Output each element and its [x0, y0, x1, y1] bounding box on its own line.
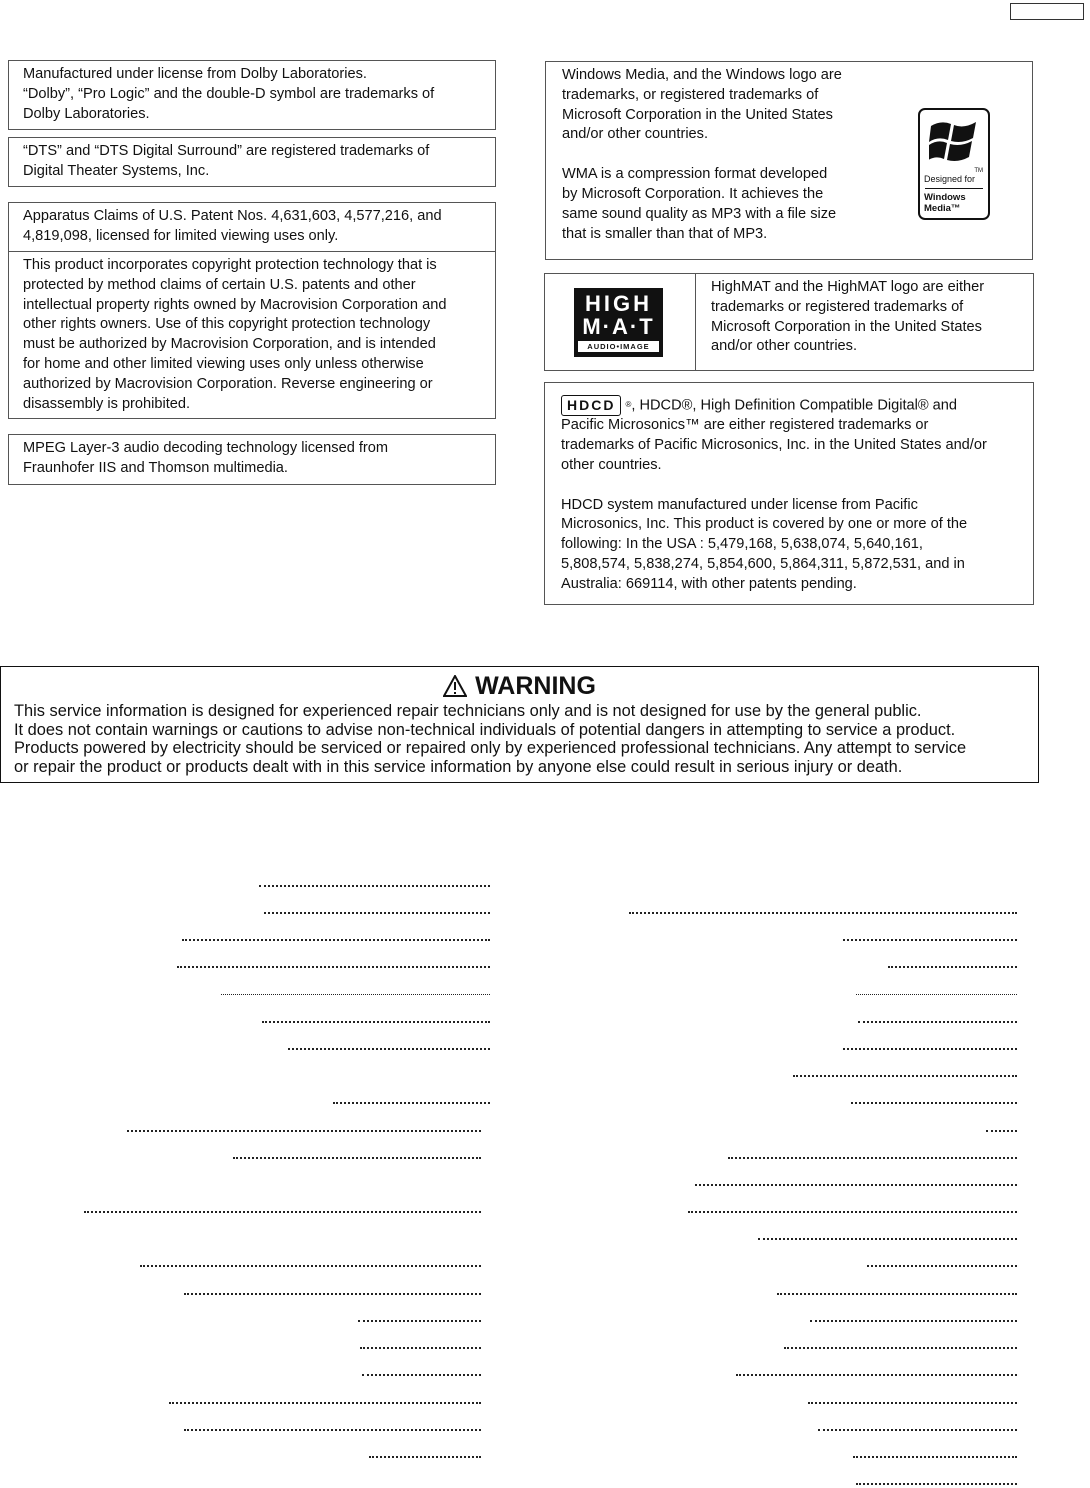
macrovision-body [9, 252, 495, 418]
windows-media-notice [545, 61, 1033, 260]
highmat-notice [544, 273, 1034, 371]
toc-leader [184, 1293, 481, 1295]
toc-leader [853, 1456, 1017, 1458]
highmat-line: trademarks or registered trademarks of [711, 298, 964, 315]
macrovision-line: other rights owners. Use of this copyright protection technology [23, 316, 431, 333]
mpeg-line-2: Fraunhofer IIS and Thomson multimedia. [23, 459, 288, 476]
highmat-line: HighMAT and the HighMAT logo are either [711, 279, 985, 295]
logo-designed-for: Designed for [924, 174, 976, 184]
toc-leader [369, 1456, 481, 1458]
toc-leader [728, 1157, 1017, 1159]
hdcd-text [561, 395, 1021, 595]
toc-leader [177, 966, 490, 968]
warning-line: or repair the product or products dealt with in this service information by anyone else could result in serious injury or death. [14, 757, 903, 776]
highmat-logo-cell [545, 274, 696, 370]
highmat-logo-line-3: AUDIO•IMAGE [578, 341, 659, 352]
toc-leader [169, 1402, 481, 1404]
dts-line-2: Digital Theater Systems, Inc. [23, 162, 210, 179]
highmat-logo-line-2: M·A·T [582, 314, 655, 339]
toc-leader [84, 1211, 481, 1213]
hdcd-license-line: 5,808,574, 5,838,274, 5,854,600, 5,864,311, 5,872,531, and in [561, 555, 965, 572]
windows-media-text [562, 66, 892, 244]
hdcd-line: other countries. [561, 456, 662, 473]
toc-leader [777, 1293, 1017, 1295]
mpeg-line-1: MPEG Layer-3 audio decoding technology licensed from [23, 440, 389, 456]
dts-line-1: “DTS” and “DTS Digital Surround” are registered trademarks of [23, 143, 430, 159]
logo-tm: TM [974, 168, 983, 174]
macrovision-patents [9, 203, 495, 252]
hdcd-line: trademarks of Pacific Microsonics, Inc. in the United States and/or [561, 436, 987, 453]
wma-line: WMA is a compression format developed [562, 166, 828, 183]
warning-title-text: WARNING [475, 672, 596, 700]
macrovision-line: protected by method claims of certain U.S. patents and other [23, 276, 416, 293]
toc-leader [793, 1075, 1017, 1077]
hdcd-logo-reg: ® [625, 400, 632, 409]
dolby-line-2: “Dolby”, “Pro Logic” and the double-D symbol are trademarks of [23, 85, 435, 102]
windows-flag-icon [929, 116, 979, 164]
hdcd-license-line: HDCD system manufactured under license from Pacific [561, 496, 918, 513]
highmat-logo [574, 288, 663, 357]
toc-leader [695, 1184, 1017, 1186]
toc-leader [259, 885, 490, 887]
warning-line: This service information is designed for experienced repair technicians only and is not designed for use by the general public. [14, 702, 922, 720]
macrovision-line: intellectual property rights owned by Macrovision Corporation and [23, 296, 447, 313]
logo-windows-media [924, 192, 966, 214]
toc-leader [808, 1402, 1017, 1404]
toc-leader [784, 1347, 1017, 1349]
macrovision-notice [8, 202, 496, 419]
toc-leader [810, 1320, 1017, 1322]
wm-line: trademarks, or registered trademarks of [562, 86, 819, 103]
macrovision-line: disassembly is prohibited. [23, 395, 191, 412]
dolby-line-3: Dolby Laboratories. [23, 105, 150, 122]
toc-leader [360, 1347, 481, 1349]
toc-leader [858, 1021, 1017, 1023]
toc-leader [233, 1157, 481, 1159]
toc-leader [888, 966, 1017, 968]
patent-line: Apparatus Claims of U.S. Patent Nos. 4,631,603, 4,577,216, and [23, 208, 442, 224]
hdcd-license-line: Microsonics, Inc. This product is covered by one or more of the [561, 516, 968, 533]
toc-leader [758, 1238, 1017, 1240]
toc-leader [856, 1483, 1017, 1485]
warning-text [14, 702, 966, 776]
toc-leader [818, 1429, 1017, 1431]
macrovision-line: for home and other limited viewing uses only unless otherwise [23, 355, 424, 372]
toc-leader [184, 1429, 481, 1431]
toc-leader [358, 1320, 481, 1322]
page-number-box [1010, 3, 1084, 20]
toc-leader [333, 1102, 490, 1104]
highmat-logo-line-1: HIGH [585, 291, 652, 316]
hdcd-first-line-text: , HDCD®, High Definition Compatible Digital® and [631, 397, 958, 414]
wma-line: same sound quality as MP3 with a file size [562, 205, 837, 222]
toc-leader [221, 994, 490, 995]
wm-line: and/or other countries. [562, 126, 709, 143]
macrovision-line: must be authorized by Macrovision Corporation, and is intended [23, 336, 436, 353]
toc-leader [688, 1211, 1017, 1213]
dolby-notice [8, 60, 496, 130]
wm-line: Microsoft Corporation in the United States [562, 106, 833, 123]
toc-leader [851, 1102, 1017, 1104]
highmat-text [711, 278, 1027, 357]
hdcd-notice [544, 382, 1034, 605]
toc-leader [867, 1265, 1017, 1267]
warning-line: Products powered by electricity should be serviced or repaired only by experienced professional technicians. Any attempt to service [14, 739, 967, 758]
warning-title [1, 671, 1038, 701]
toc-leader [140, 1265, 481, 1267]
warning-triangle-icon [443, 675, 467, 697]
toc-leader [262, 1021, 490, 1023]
wm-line: Windows Media, and the Windows logo are [562, 67, 842, 83]
toc-leader [362, 1374, 481, 1376]
highmat-line: and/or other countries. [711, 338, 858, 355]
toc-leader [264, 912, 490, 914]
hdcd-first-line [561, 395, 1021, 416]
macrovision-line: This product incorporates copyright protection technology that is [23, 257, 437, 273]
warning-box [0, 666, 1039, 783]
macrovision-line: authorized by Macrovision Corporation. Reverse engineering or [23, 375, 433, 392]
logo-brand-1: Windows [924, 192, 966, 203]
toc-leader [127, 1130, 481, 1132]
windows-media-logo [918, 108, 990, 220]
toc-leader [843, 939, 1017, 941]
hdcd-logo: HDCD [561, 395, 621, 416]
hdcd-license-line: following: In the USA : 5,479,168, 5,638,074, 5,640,161, [561, 536, 923, 553]
dts-notice [8, 137, 496, 187]
hdcd-license-line: Australia: 669114, with other patents pending. [561, 575, 857, 592]
toc-leader [986, 1130, 1017, 1132]
wma-line: by Microsoft Corporation. It achieves the [562, 185, 824, 202]
dolby-line-1: Manufactured under license from Dolby Laboratories. [23, 66, 367, 82]
toc-leader [182, 939, 490, 941]
patent-line: 4,819,098, licensed for limited viewing uses only. [23, 227, 339, 244]
mpeg-notice [8, 434, 496, 485]
highmat-line: Microsoft Corporation in the United States [711, 318, 982, 335]
wma-line: that is smaller than that of MP3. [562, 225, 768, 242]
toc-leader [629, 912, 1017, 914]
toc-leader [736, 1374, 1017, 1376]
logo-brand-2: Media™ [924, 203, 961, 214]
warning-line: It does not contain warnings or cautions to advise non-technical individuals of potential dangers in attempting to service a product. [14, 720, 956, 739]
toc-leader [288, 1048, 490, 1050]
toc-leader [856, 994, 1017, 995]
toc-leader [843, 1048, 1017, 1050]
hdcd-line: Pacific Microsonics™ are either registered trademarks or [561, 417, 929, 434]
